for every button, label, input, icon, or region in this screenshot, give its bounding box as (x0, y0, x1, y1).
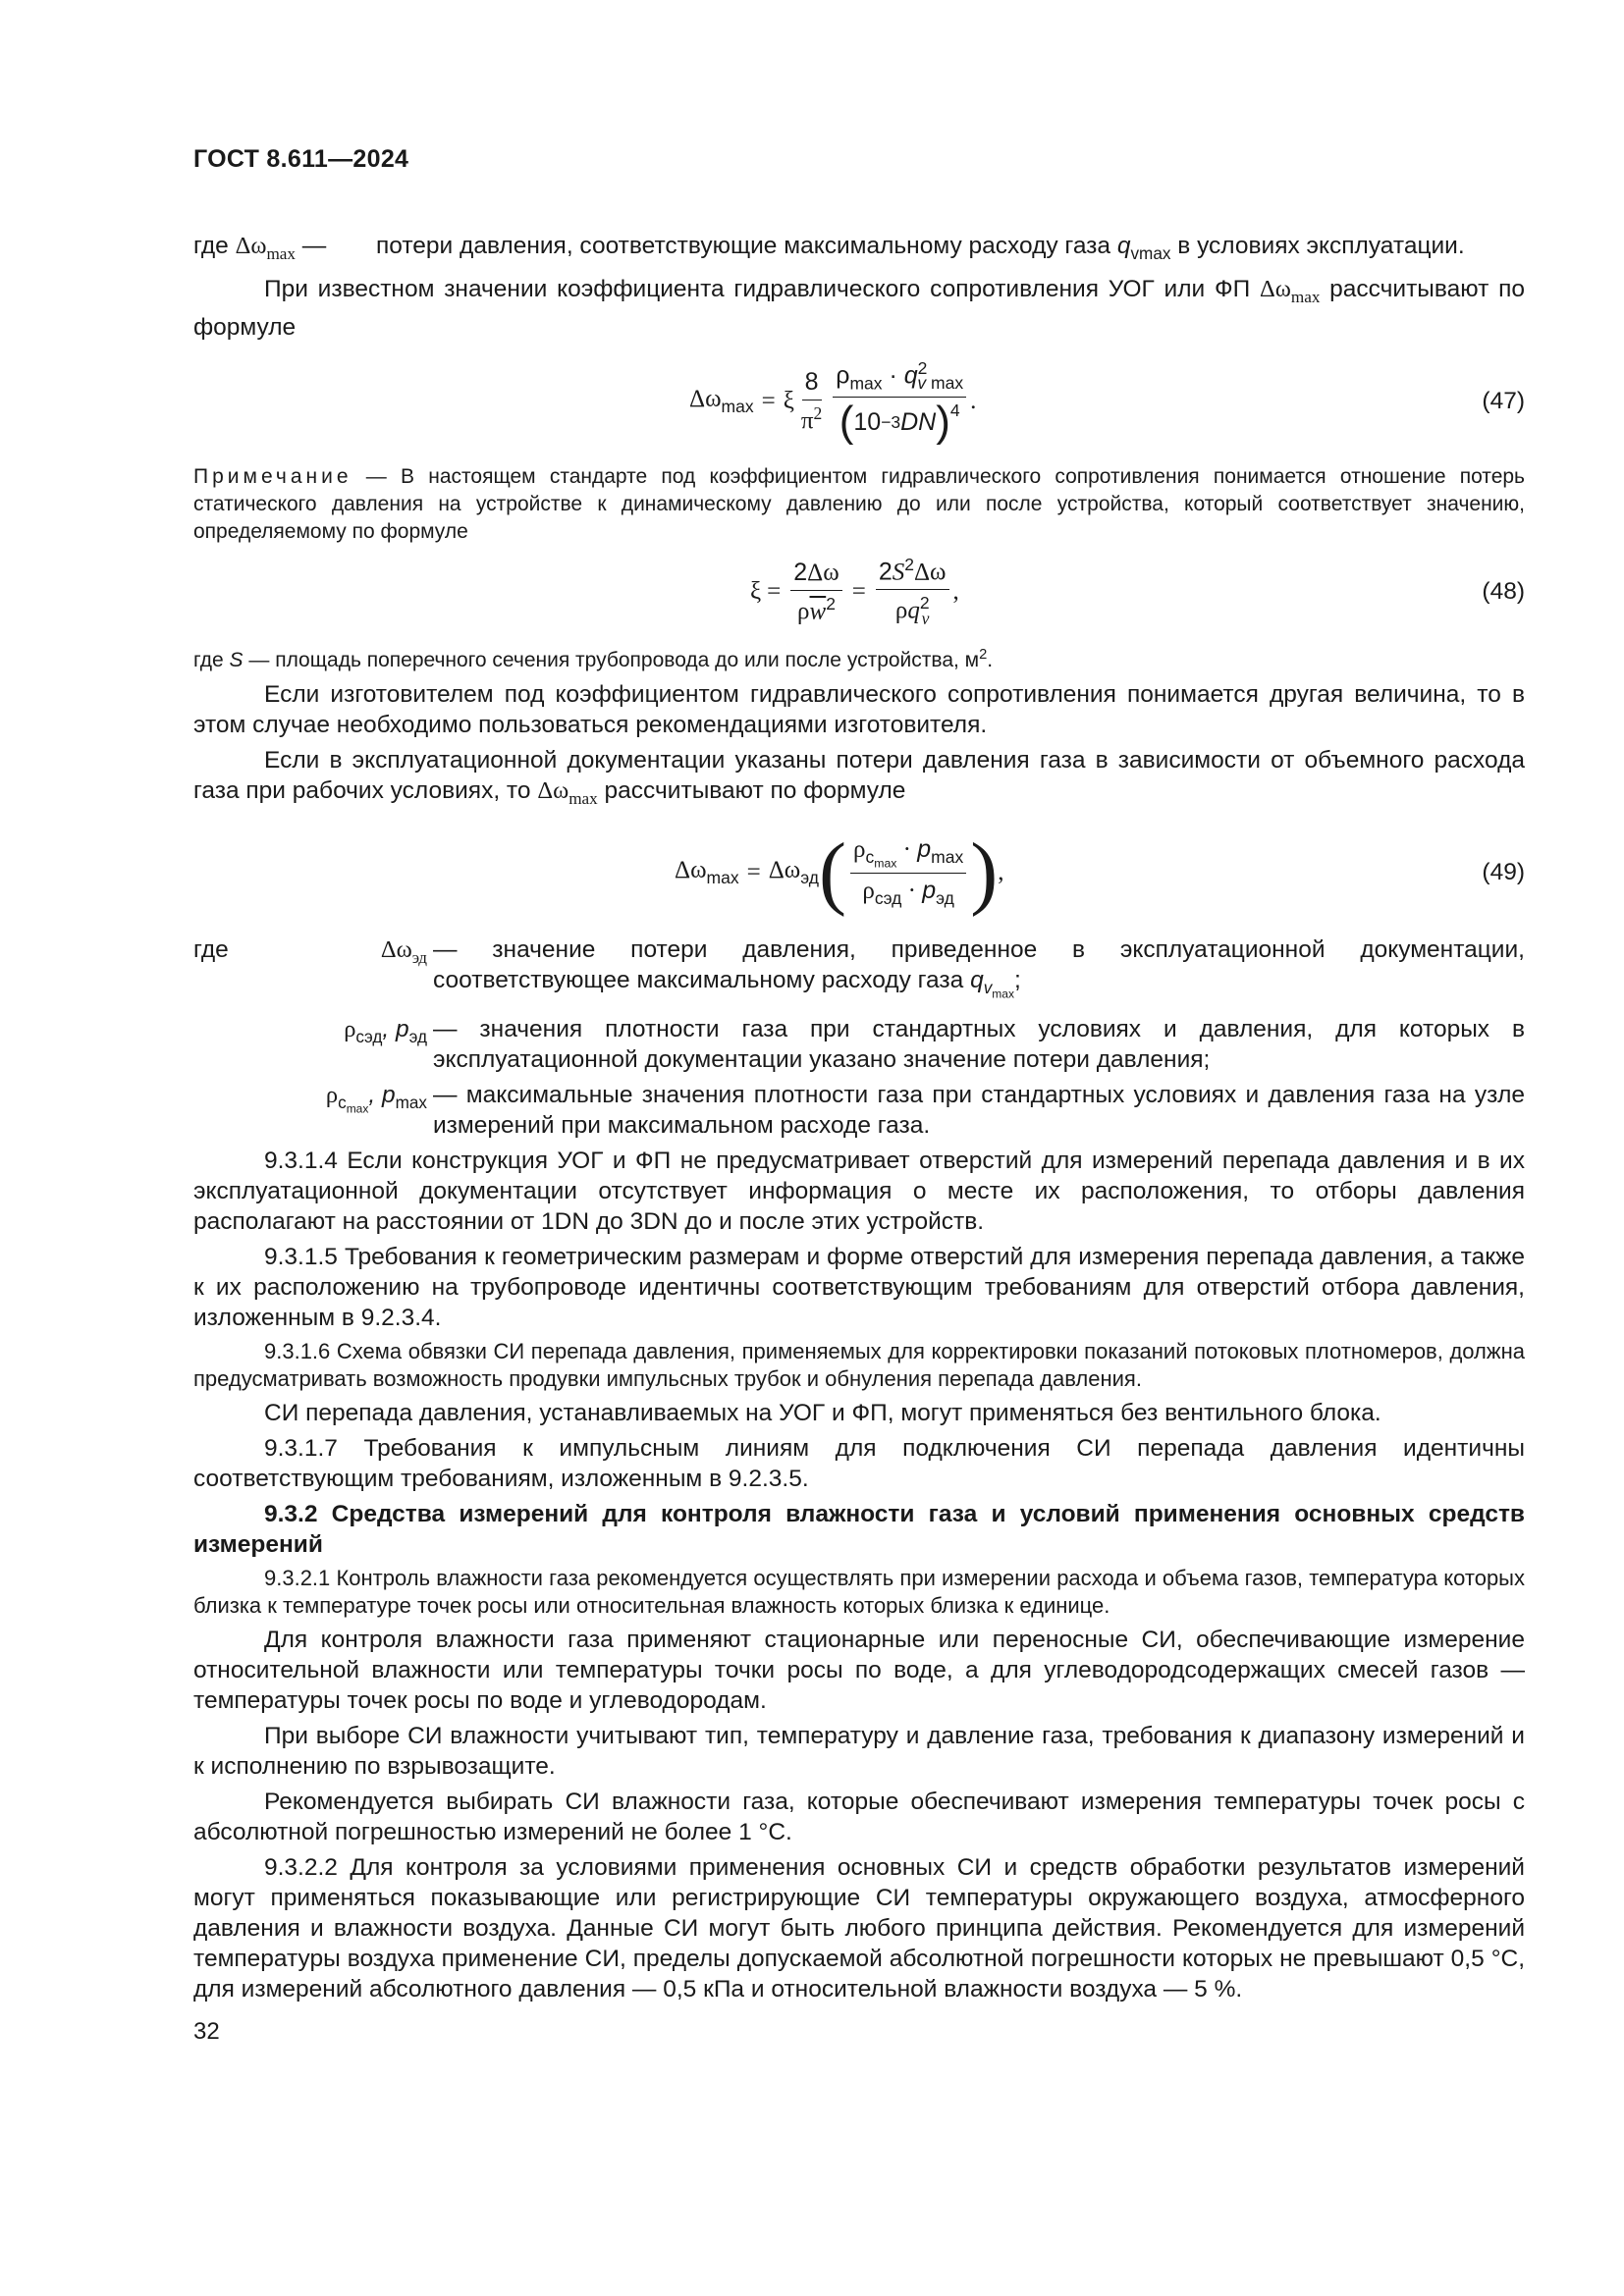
formula-48-number: (48) (1482, 577, 1525, 605)
formula-48: ξ = $\frac{2\Delta\omega}{\rho\overline{w}^2}$ = $\frac{2S^2\Delta\omega}{\rho q^2_v}$ , (48) (750, 554, 1525, 628)
paragraph-manufacturer: Если изготовителем под коэффициентом гидравлического сопротивления понимается другая величина, то в этом случае необходимо пользоваться рекомендациями изготовителя. (193, 680, 1525, 738)
where-list (193, 934, 1525, 1141)
delta-omega-symbol: $\Delta\omega_{max}$ (235, 233, 296, 263)
formula-49: $\Delta\omega_{max}$ = $\Delta\omega_{эд}$ ( $\frac{\rho_{c_{max}} \cdot p_{max}}{\rho_{cэд} \cdot p_{эд}}$ ) , (49) (675, 826, 1525, 918)
intro-where: где $\Delta\omega_{max}$ — потери давления, соответствующие максимальному расходу газа $q_{vmax}$ в условиях эксплуатации. (193, 233, 1465, 263)
where-item-1: где $\Delta\omega_{эд}$ — значение потери давления, приведенное в эксплуатационной документации, соответствующее максимальному расходу газа $q_{v_{max}}$; (193, 935, 1525, 1000)
paragraph-documentation: Если в эксплуатационной документации указаны потери давления газа в зависимости от объемного расхода газа при рабочих условиях, то $\Delta\omega_{max}$ рассчитывают по формуле (193, 746, 1525, 808)
where-item-3: $\rho_{c_{max}}$, $p_{max}$ — максимальные значения плотности газа при стандартных условиях и давления газа на узле измерений при максимальном расходе газа. (325, 1081, 1525, 1139)
document-page (193, 145, 1525, 2046)
formula-47-number: (47) (1482, 387, 1525, 414)
paragraph-si-pressure: СИ перепада давления, устанавливаемых на УОГ и ФП, могут применяться без вентильного блока. (264, 1399, 1381, 1426)
page-header: ГОСТ 8.611—2024 (193, 145, 409, 173)
paragraph-humidity-control: Для контроля влажности газа применяют стационарные или переносные СИ, обеспечивающие измерение относительной влажности или температуры точки росы по воде, а для углеводородсодержащих смесей газов — температуры точек росы по воде и углеводородам. (193, 1626, 1525, 1714)
where-s: где S — площадь поперечного сечения трубопровода до или после устройства, $м^2$. (193, 646, 994, 671)
paragraph-9-3-2-2: 9.3.2.2 Для контроля за условиями применения основных СИ и средств обработки результатов измерений могут применяться показывающие или регистрирующие СИ температуры окружающего воздуха, атмосферного давления и влажности воздуха. Данные СИ могут быть любого принципа действия. Рекомендуется для измерений температуры воздуха применение СИ, пределы допускаемой абсолютной погрешности которых не превышают 0,5 °С, для измерений абсолютного давления — 0,5 кПа и относительной влажности воздуха — 5 %. (193, 1853, 1525, 2002)
paragraph-9-3-1-7: 9.3.1.7 Требования к импульсным линиям для подключения СИ перепада давления идентичны соответствующим требованиям, изложенным в 9.2.3.5. (193, 1434, 1525, 1492)
paragraph-humidity-recommend: Рекомендуется выбирать СИ влажности газа, которые обеспечивают измерения температуры точек росы с абсолютной погрешностью измерений не более 1 °С. (193, 1788, 1525, 1845)
formula-47: $\Delta\omega_{max}$ = ξ $\frac{8}{\pi^2}$ $\rho_{max} \cdot q^2_{v max}$ ( 10 −3 DN ) $^4$ . (47) (689, 358, 1525, 447)
where-item-2: $\rho_{cэд}$, $p_{эд}$ — значения плотности газа при стандартных условиях и давления, для которых в эксплуатационной документации указано значение потери давления; (344, 1015, 1525, 1073)
note: Примечание — В настоящем стандарте под коэффициентом гидравлического сопротивления понимается отношение потерь статического давления на устройстве к динамическому давлению до или после устройства, который соответствует значению, определяемому по формуле (193, 464, 1525, 543)
page-number: 32 (193, 2017, 220, 2045)
formula-49-number: (49) (1482, 858, 1525, 885)
paragraph-humidity-choice: При выборе СИ влажности учитывают тип, температуру и давление газа, требования к диапазону измерений и к исполнению по взрывозащите. (193, 1722, 1525, 1780)
paragraph-9-3-1-5: 9.3.1.5 Требования к геометрическим размерам и форме отверстий для измерения перепада давления, а также к их расположению на трубопроводе идентичны соответствующим требованиям для отверстий отбора давления, изложенным в 9.2.3.4. (193, 1243, 1525, 1331)
paragraph-known-coefficient: При известном значении коэффициента гидравлического сопротивления УОГ или ФП $\Delta\omega_{max}$ рассчитывают по формуле (193, 275, 1525, 341)
paragraph-9-3-1-6: 9.3.1.6 Схема обвязки СИ перепада давления, применяемых для корректировки показаний потоковых плотномеров, должна предусматривать возможность продувки импульсных трубок и обнуления перепада давления. (193, 1338, 1525, 1391)
paragraph-9-3-1-4: 9.3.1.4 Если конструкция УОГ и ФП не предусматривает отверстий для измерений перепада давления и в их эксплуатационной документации отсутствует информация о месте их расположения, то отборы давления располагают на расстоянии от 1DN до 3DN до и после этих устройств. (193, 1147, 1525, 1235)
paragraph-9-3-2-1: 9.3.2.1 Контроль влажности газа рекомендуется осуществлять при измерении расхода и объема газов, температура которых близка к температуре точек росы или относительная влажность которых близка к единице. (193, 1565, 1525, 1618)
section-heading-9-3-2: 9.3.2 Средства измерений для контроля влажности газа и условий применения основных средств измерений (193, 1500, 1525, 1558)
